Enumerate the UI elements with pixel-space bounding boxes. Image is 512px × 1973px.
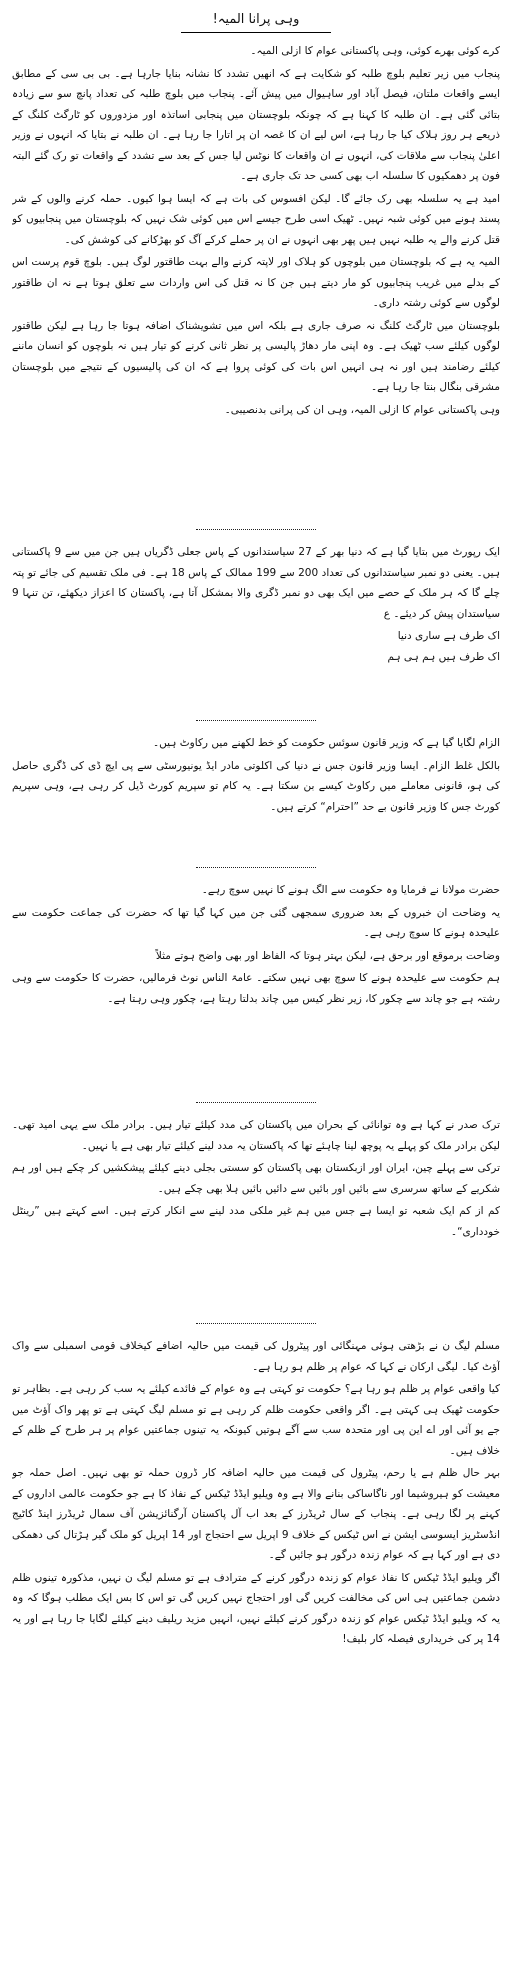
paragraph: ہم حکومت سے علیحدہ ہونے کا سوچ بھی نہیں سکتے۔ عامۃ الناس نوٹ فرمالیں، حضرت کا حکومت سے وہی رشتہ ہے جو چاند سے چکور کا، زیر نظر کیس میں چاند بدلتا رہتا ہے، چکور وہی رہتا ہے۔ (12, 972, 500, 1005)
section-divider (196, 867, 316, 868)
paragraph: بلوچستان میں ٹارگٹ کلنگ نہ صرف جاری ہے بلکہ اس میں تشویشناک اضافہ ہوتا جا رہا ہے لیکن طاقتور لوگوں کیلئے سب ٹھیک ہے۔ وہ اپنی مار دھاڑ پالیسی پر نظر ثانی کرنے کو تیار ہیں نہ بلوچوں کو انسان ماننے کیلئے رضامند ہیں اور نہ ہی انہیں اس بات کی کوئی پروا ہے کہ ان کی پالیسیوں کے نتیجے میں بلوچستان مشرقی بنگال بنتا جا رہا ہے۔ (12, 319, 500, 393)
paragraph: کیا واقعی عوام پر ظلم ہو رہا ہے؟ حکومت تو کہتی ہے وہ عوام کے فائدے کیلئے یہ سب کر رہی ہے۔ بظاہر تو حکومت ٹھیک ہی کہتی ہے۔ اگر واقعی حکومت ظلم کر رہی ہے تو مسلم لیگ کہتی ہے تو پھر واک آؤٹ میں جے یو آئی اور اے این پی اور متحدہ سب سے آگے ہوتیں کیونکہ یہ تینوں جماعتیں عوام پر ہر طرح کے ظلم کے خلاف ہیں۔ (12, 1383, 500, 1457)
column-title: وہی پرانا المیہ! (212, 12, 300, 27)
section-law-minister (12, 733, 500, 855)
section-divider (196, 529, 316, 530)
verse-line: اک طرف ہیں ہم ہی ہم (387, 650, 500, 663)
section-vat-walkout (12, 1336, 500, 1866)
title-underline (181, 32, 331, 33)
paragraph: بہر حال ظلم ہے یا رحم، پیٹرول کی قیمت میں حالیہ اضافہ کار ڈرون حملہ تو بھی نہیں۔ اصل حملہ جو معیشت کو ہیروشیما اور ناگاساکی بنانے والا ہے وہ ویلیو ایڈڈ ٹیکس کے نفاذ کا ہے جو حکومت عالمی اداروں کے کہنے پر لگا رہی ہے۔ پنجاب کے سال ٹریڈرز کے بعد اب آل پاکستان آرگنائزیشن آف سمال ٹریڈرز اینڈ کاٹیج انڈسٹریز ایسوسی ایشن نے اس ٹیکس کے خلاف 9 اپریل سے احتجاج اور 14 اپریل کو ملک گیر ہڑتال کی دھمکی دی ہے اور کہا ہے کہ عوام زندہ درگور ہو جائیں گے۔ (12, 1467, 500, 1561)
paragraph: امید ہے یہ سلسلہ بھی رک جائے گا۔ لیکن افسوس کی بات ہے کہ ایسا ہوا کیوں۔ حملہ کرنے والوں کے شر پسند ہونے میں کوئی شبہ نہیں۔ ٹھیک اسی طرح جیسے اس میں کوئی شک نہیں کہ بلوچستان میں پنجابیوں کو قتل کرنے والے یہ طلبہ نہیں ہیں پھر بھی انہوں نے ان پر حملے کرکے آگ کو بھڑکانے کی کوشش کی۔ (12, 192, 500, 246)
paragraph: وہی پاکستانی عوام کا ازلی المیہ، وہی ان کی پرانی بدنصیبی۔ (224, 403, 500, 416)
paragraph: اگر ویلیو ایڈڈ ٹیکس کا نفاذ عوام کو زندہ درگور کرنے کے مترادف ہے تو مسلم لیگ ن نہیں، مذکورہ تینوں ظلم دشمن جماعتیں ہی اس کی مخالفت کریں گی اور احتجاج نہیں کریں گی تو اس کا بس ایک مطلب ہوگا کہ وہ یہ کہ ویلیو ایڈڈ ٹیکس عوام کو زندہ درگور کرنے کیلئے نہیں، انہیں مزید ریلیف دینے کیلئے لگایا جا رہا ہے اور یہ 14 پر کی خریداری فیصلہ کار بلیف! (12, 1571, 500, 1645)
paragraph: ترک صدر نے کہا ہے وہ توانائی کے بحران میں پاکستان کی مدد کیلئے تیار ہیں۔ برادر ملک سے یہی امید تھی۔ لیکن برادر ملک کو پہلے یہ پوچھ لینا چاہئے تھا کہ پاکستان یہ مدد لینے کیلئے تیار بھی ہے یا نہیں۔ (12, 1119, 500, 1152)
section-divider (196, 1323, 316, 1324)
section-divider (196, 1102, 316, 1103)
paragraph: الزام لگایا گیا ہے کہ وزیر قانون سوئس حکومت کو خط لکھنے میں رکاوٹ ہیں۔ (152, 737, 500, 749)
section-divider (196, 720, 316, 721)
paragraph: بالکل غلط الزام۔ ایسا وزیر قانون جس نے دنیا کی اکلوتی مادر ایڈ یونیورسٹی سے پی ایچ ڈی کی ڈگری حاصل کی ہو، قانونی معاملے میں رکاوٹ کیسے بن سکتا ہے۔ یہ کام تو سپریم کورٹ ڈیل کر رہی ہے، وہی سپریم کورٹ جس کا وزیر قانون بے حد ”احترام“ کرتے ہیں۔ (12, 759, 500, 813)
paragraph: کرے کوئی بھرے کوئی، وہی پاکستانی عوام کا ازلی المیہ۔ (250, 45, 500, 57)
paragraph: مسلم لیگ ن نے بڑھتی ہوئی مہنگائی اور پیٹرول کی قیمت میں حالیہ اضافے کیخلاف قومی اسمبلی سے واک آؤٹ کیا۔ لیگی ارکان نے کہا کہ عوام پر ظلم ہو رہا ہے۔ (12, 1340, 500, 1373)
paragraph: ترکی سے پہلے چین، ایران اور ازبکستان بھی پاکستان کو سستی بجلی دینے کیلئے پیشکشیں کر چکے ہیں اور ہم شکریے کے ساتھ سرسری سے بائیں اور بائیں سے دائیں بائیں ہلا بھی چکے ہیں۔ (12, 1162, 500, 1195)
verse-line: اک طرف ہے ساری دنیا (397, 630, 500, 642)
paragraph: حضرت مولانا نے فرمایا وہ حکومت سے الگ ہونے کا نہیں سوچ رہے۔ (201, 884, 500, 896)
paragraph: وضاحت برموقع اور برحق ہے، لیکن بہتر ہوتا کہ الفاظ اور بھی واضح ہوتے مثلاً (155, 949, 500, 962)
paragraph: المیہ یہ ہے کہ بلوچستان میں بلوچوں کو ہلاک اور لاپتہ کرنے والے بہت طاقتور لوگ ہیں۔ بلوچ قوم پرست اس کے بدلے میں غریب پنجابیوں کو مار دیتے ہیں جن کا نہ قتل کی اس واردات سے تعلق ہوتا ہے نہ ان طاقتور لوگوں سے کوئی رشتہ داری۔ (12, 256, 500, 309)
paragraph: کم از کم ایک شعبہ تو ایسا ہے جس میں ہم غیر ملکی مدد لینے سے انکار کرتے ہیں۔ اسے کہتے ہیں ”رینٹل خودداری“۔ (12, 1205, 500, 1238)
paragraph: ایک رپورٹ میں بتایا گیا ہے کہ دنیا بھر کے 27 سیاستدانوں کے پاس جعلی ڈگریاں ہیں جن میں سے 9 پاکستانی ہیں۔ یعنی دو نمبر سیاستدانوں کی تعداد 200 سے 199 ممالک کے پاس 18 ہے۔ فی ملک تقسیم کی جائے تو پتہ چلے گا کہ ہر ملک کے حصے میں ایک بھی دو نمبر ڈگری والا بمشکل آتا ہے، پاکستان کا اعزاز دیکھئے، تن تنہا 9 سیاستدان پیش کر دیئے۔ ع (12, 546, 500, 620)
section-fake-degrees (12, 542, 500, 708)
section-turkish-offer (12, 1115, 500, 1311)
paragraph: پنجاب میں زیر تعلیم بلوچ طلبہ کو شکایت ہے کہ انھیں تشدد کا نشانہ بنایا جارہا ہے۔ بی بی سی کے مطابق ایسے واقعات ملتان، فیصل آباد اور ساہیوال میں پیش آئے۔ پنجاب میں بلوچ طلبہ کی تعداد پانچ سو سے زیادہ بتائی گئی ہے۔ ان طلبہ کا کہنا ہے کہ چونکہ بلوچستان میں پنجابی اساتذہ اور مزدوروں کو ٹارگٹ کلنگ کے ذریعے ہر روز ہلاک کیا جا رہا ہے، اس لیے ان کا غصہ ان پر اتارا جا رہا ہے۔ ان طلبہ نے بتایا کہ انہوں نے وزیر اعلیٰ پنجاب سے ملاقات کی، انہوں نے ان واقعات کا نوٹس لیا جس کے بعد سے تشدد کے واقعات تو رک گئے البتہ فون پر دھمکیوں کا سلسلہ اب بھی کسی حد تک جاری ہے۔ (12, 67, 500, 182)
paragraph: یہ وضاحت ان خبروں کے بعد ضروری سمجھی گئی جن میں کہا گیا تھا کہ حضرت کی جماعت حکومت سے علیحدہ ہونے کا سوچ رہی ہے۔ (12, 906, 500, 939)
section-maulana (12, 880, 500, 1090)
section-baloch-students (12, 41, 500, 517)
